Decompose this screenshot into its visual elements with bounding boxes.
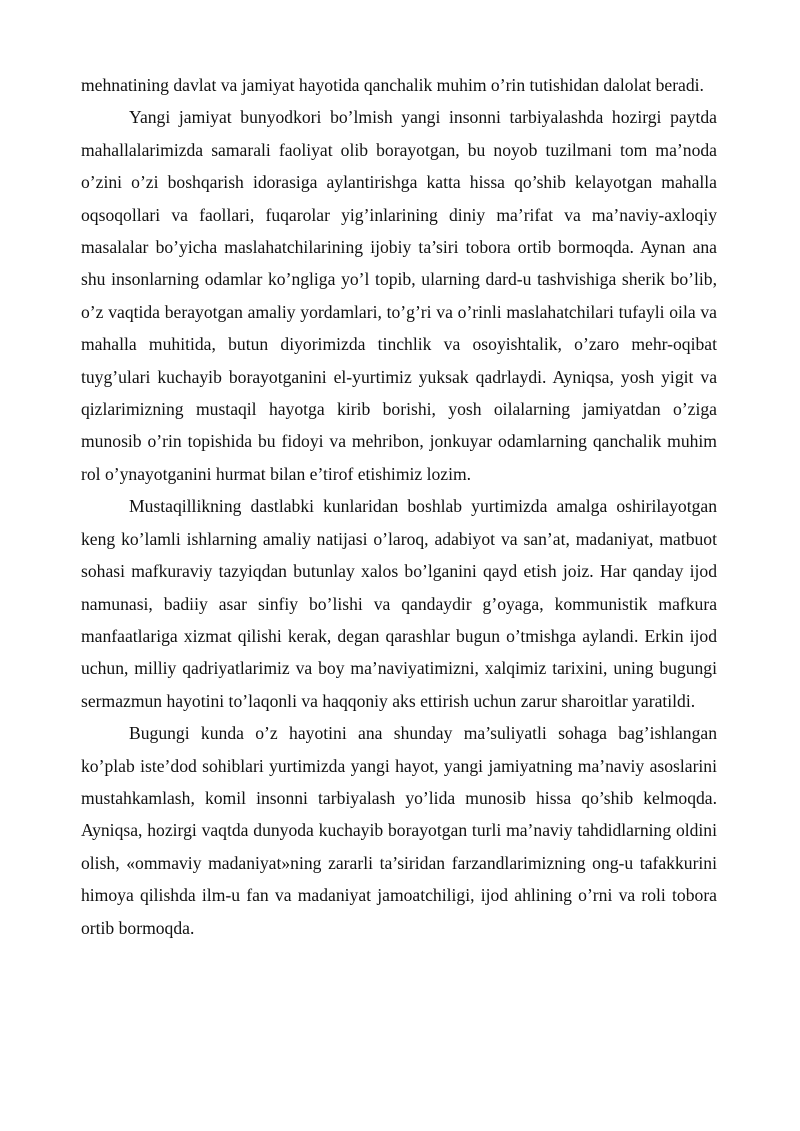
- paragraph-continuation: mehnatining davlat va jamiyat hayotida qanchalik muhim o’rin tutishidan dalolat beradi.: [81, 75, 704, 95]
- body-text: [81, 69, 717, 944]
- paragraph: Bugungi kunda o’z hayotini ana shunday ma’suliyatli sohaga bag’ishlangan ko’plab iste’dod sohiblari yurtimizda yangi hayot, yangi jamiyatning ma’naviy asoslarini mustahkamlash, komil insonni tarbiyalash yo’lida munosib hissa qo’shib kelmoqda. Ayniqsa, hozirgi vaqtda dunyoda kuchayib borayotgan turli ma’naviy tahdidlarning oldini olish, «ommaviy madaniyat»ning zararli ta’siridan farzandlarimizning ong-u tafakkurini himoya qilishda ilm-u fan va madaniyat jamoatchiligi, ijod ahlining o’rni va roli tobora ortib bormoqda.: [81, 723, 717, 938]
- paragraph: Mustaqillikning dastlabki kunlaridan boshlab yurtimizda amalga oshirilayotgan keng ko’lamli ishlarning amaliy natijasi o’laroq, adabiyot va san’at, madaniyat, matbuot sohasi mafkuraviy tazyiqdan butunlay xalos bo’lganini qayd etish joiz. Har qanday ijod namunasi, badiiy asar sinfiy bo’lishi va qandaydir g’oyaga, kommunistik mafkura manfaatlariga xizmat qilishi kerak, degan qarashlar bugun o’tmishga aylandi. Erkin ijod uchun, milliy qadriyatlarimiz va boy ma’naviyatimizni, xalqimiz tarixini, uning bugungi sermazmun hayotini to’laqonli va haqqoniy aks ettirish uchun zarur sharoitlar yaratildi.: [81, 496, 717, 711]
- paragraph: Yangi jamiyat bunyodkori bo’lmish yangi insonni tarbiyalashda hozirgi paytda mahallalarimizda samarali faoliyat olib borayotgan, bu noyob tuzilmani tom ma’noda o’zini o’zi boshqarish idorasiga aylantirishga katta hissa qo’shib kelayotgan mahalla oqsoqollari va faollari, fuqarolar yig’inlarining diniy ma’rifat va ma’naviy-axloqiy masalalar bo’yicha maslahatchilarining ijobiy ta’siri tobora ortib bormoqda. Aynan ana shu insonlarning odamlar ko’ngliga yo’l topib, ularning dard-u tashvishiga sherik bo’lib, o’z vaqtida berayotgan amaliy yordamlari, to’g’ri va o’rinli maslahatchilari tufayli oila va mahalla muhitida, butun diyorimizda tinchlik va osoyishtalik, o’zaro mehr-oqibat tuyg’ulari kuchayib borayotganini el-yurtimiz yuksak qadrlaydi. Ayniqsa, yosh yigit va qizlarimizning mustaqil hayotga kirib borishi, yosh oilalarning jamiyatdan o’ziga munosib o’rin topishida bu fidoyi va mehribon, jonkuyar odamlarning qanchalik muhim rol o’ynayotganini hurmat bilan e’tirof etishimiz lozim.: [81, 107, 717, 484]
